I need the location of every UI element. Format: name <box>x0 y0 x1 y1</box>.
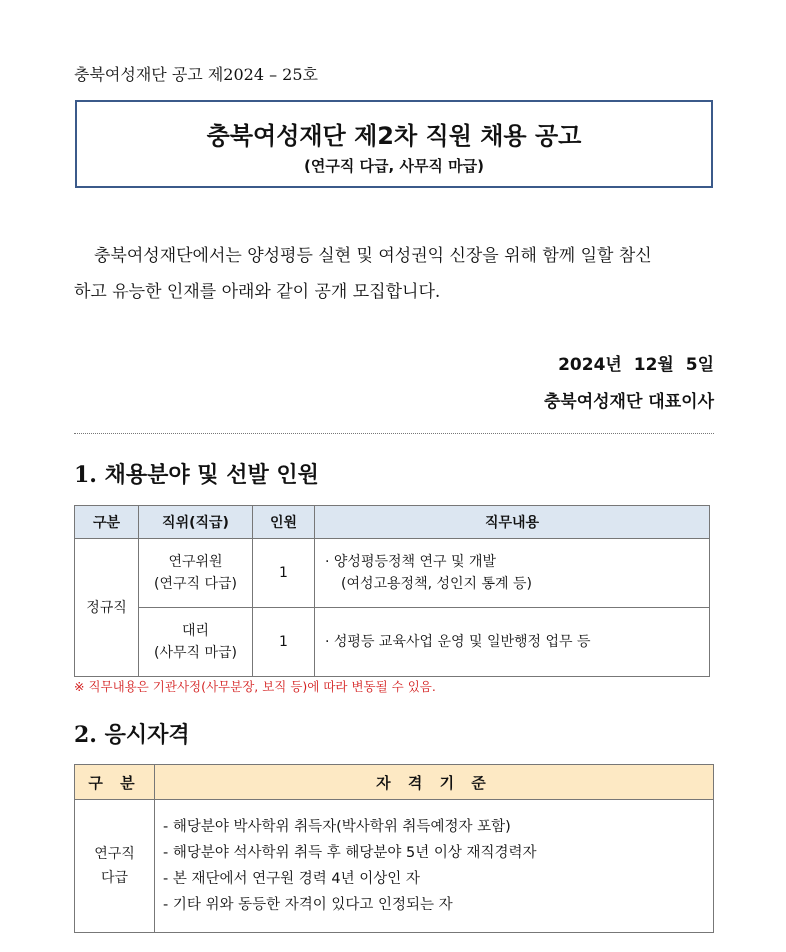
table-row <box>75 539 710 608</box>
duty-cell <box>315 608 710 677</box>
intro-paragraph <box>74 238 714 310</box>
position-title: 대리 <box>181 623 210 639</box>
header-duty: 직무내용 <box>315 506 710 539</box>
category-line: 연구직 <box>94 846 135 862</box>
header-position: 직위(직급) <box>139 506 253 539</box>
document-subtitle: (연구직 다급, 사무직 마급) <box>304 157 484 175</box>
notice-number: 충북여성재단 공고 제2024 – 25호 <box>74 65 318 84</box>
duty-note: ※ 직무내용은 기관사정(사무분장, 보직 등)에 따라 변동될 수 있음. <box>74 679 436 694</box>
header-category: 구분 <box>75 506 139 539</box>
position-grade: (사무직 마급) <box>154 645 237 661</box>
category-line: 다급 <box>100 870 129 886</box>
criteria-item: - 본 재단에서 연구원 경력 4년 이상인 자 <box>163 871 420 887</box>
position-grade: (연구직 다급) <box>154 576 237 592</box>
group-cell: 정규직 <box>75 539 139 677</box>
count-cell: 1 <box>253 539 315 608</box>
duty-line: · 양성평등정책 연구 및 개발 <box>325 554 497 570</box>
document-title: 충북여성재단 제2차 직원 채용 공고 <box>206 122 582 150</box>
position-cell <box>139 539 253 608</box>
duty-cell <box>315 539 710 608</box>
table-header-row <box>75 506 710 539</box>
duty-line: · 성평등 교육사업 운영 및 일반행정 업무 등 <box>325 634 591 650</box>
section-1-heading: 1. 채용분야 및 선발 인원 <box>74 462 319 488</box>
criteria-item: - 해당분야 박사학위 취득자(박사학위 취득예정자 포함) <box>163 819 511 835</box>
duty-line: (여성고용정책, 성인지 통계 등) <box>341 576 533 592</box>
dotted-divider <box>74 433 714 434</box>
header-criteria: 자 격 기 준 <box>155 765 714 800</box>
count-cell: 1 <box>253 608 315 677</box>
table-header-row <box>75 765 714 800</box>
criteria-cell <box>155 800 714 933</box>
position-cell <box>139 608 253 677</box>
criteria-item: - 해당분야 석사학위 취득 후 해당분야 5년 이상 재직경력자 <box>163 845 537 861</box>
table-row <box>75 608 710 677</box>
title-box <box>75 100 713 188</box>
intro-line-2: 하고 유능한 인재를 아래와 같이 공개 모집합니다. <box>74 282 441 302</box>
header-count: 인원 <box>253 506 315 539</box>
header-category: 구 분 <box>75 765 155 800</box>
notice-date: 2024년 12월 5일 <box>558 355 714 375</box>
section-2-heading: 2. 응시자격 <box>74 722 190 748</box>
criteria-item: - 기타 위와 동등한 자격이 있다고 인정되는 자 <box>163 897 453 913</box>
qualifications-table <box>74 764 714 933</box>
signer: 충북여성재단 대표이사 <box>543 392 714 412</box>
category-cell <box>75 800 155 933</box>
positions-table <box>74 505 710 677</box>
position-title: 연구위원 <box>168 554 223 570</box>
intro-line-1: 충북여성재단에서는 양성평등 실현 및 여성권익 신장을 위해 함께 일할 참신 <box>94 246 652 266</box>
table-row <box>75 800 714 933</box>
